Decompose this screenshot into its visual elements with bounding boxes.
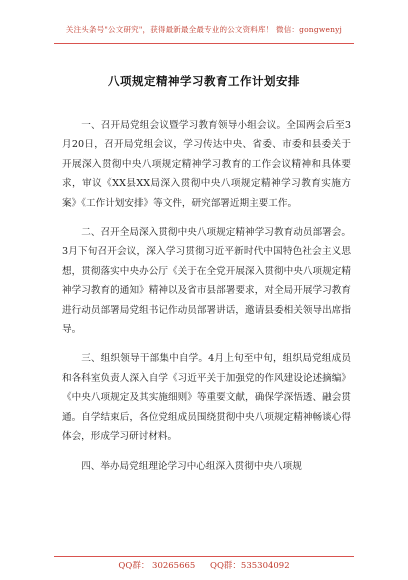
paragraph-1: 一、召开局党组会议暨学习教育领导小组会议。全国两会后至3月20日，召开局党组会议，学习传达中央、省委、市委和县委关于开展深入贯彻中央八项规定精神学习教育的工作会议精神和具体要求，审议《XX县XX局深入贯彻中央八项规定精神学习教育实施方案》《工作计划安排》等文件，研究部署近期主要工作。 (62, 120, 351, 209)
document-body (62, 116, 351, 486)
paragraph-4: 四、举办局党组理论学习中心组深入贯彻中央八项规 (81, 460, 302, 472)
footer-qq-group-1: QQ群： 30265665 (118, 561, 196, 571)
header-banner: 关注头条号"公文研究"，获得最新最全最专业的公文资料库！ 微信：gongwenyj (65, 25, 343, 34)
document-title: 八项规定精神学习教育工作计划安排 (108, 74, 300, 88)
footer (0, 559, 408, 571)
footer-qq-group-2: QQ群：535304092 (210, 561, 290, 571)
footer-divider (54, 556, 354, 557)
header-divider (54, 43, 354, 44)
paragraph-2: 二、召开全局深入贯彻中央八项规定精神学习教育动员部署会。3月下旬召开会议，深入学习贯彻习近平新时代中国特色社会主义思想，贯彻落实中央办公厅《关于在全党开展深入贯彻中央八项规定精神学习教育的通知》精神以及省市县部署要求，对全局开展学习教育进行动员部署局党组书记作动员部署讲话，邀请县委相关领导出席指导。 (62, 227, 351, 336)
paragraph-3: 三、组织领导干部集中自学。4月上旬至中旬，组织局党组成员和各科室负责人深入自学《习近平关于加强党的作风建设论述摘编》《中央八项规定及其实施细则》等重要文献，确保学深悟透、融会贯通。自学结束后，各位党组成员围绕贯彻中央八项规定精神畅谈心得体会，形成学习研讨材料。 (62, 353, 351, 443)
